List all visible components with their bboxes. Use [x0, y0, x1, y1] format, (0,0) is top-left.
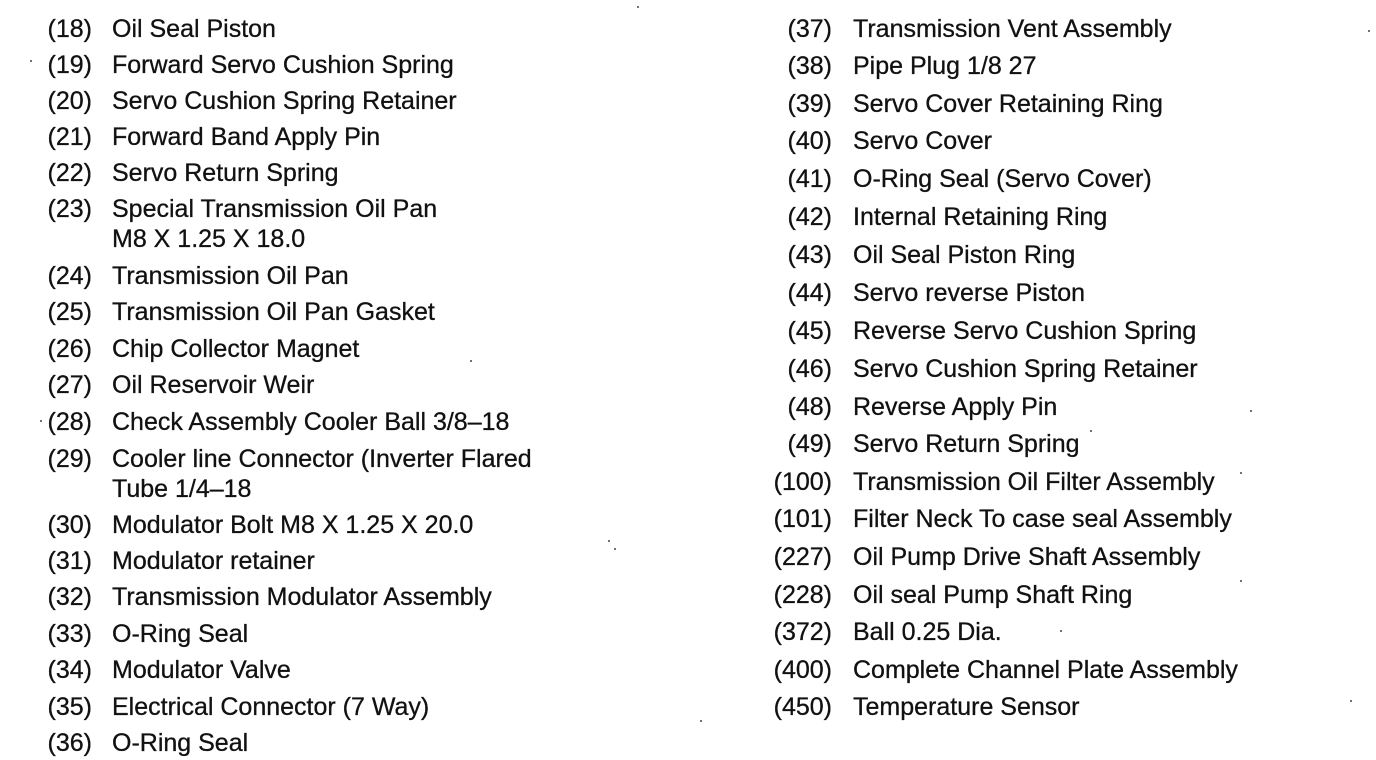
part-description-line: Temperature Sensor: [853, 693, 1080, 721]
part-description: [853, 692, 1080, 722]
part-description: [853, 202, 1107, 232]
part-number: (100): [773, 468, 832, 496]
part-description-line: Servo Return Spring: [112, 159, 339, 187]
scan-speck: [637, 6, 639, 8]
part-description-line: Transmission Oil Filter Assembly: [853, 468, 1215, 496]
part-description-line: Transmission Modulator Assembly: [112, 583, 492, 611]
part-number: (400): [773, 656, 832, 684]
part-number: (21): [47, 123, 92, 151]
part-description-line: Servo Cover: [853, 127, 992, 155]
part-description-line: Reverse Servo Cushion Spring: [853, 317, 1197, 345]
part-number: (25): [47, 298, 92, 326]
part-number: (34): [47, 656, 92, 684]
part-description: [112, 444, 532, 504]
part-description-line: Servo Cushion Spring Retainer: [853, 355, 1198, 383]
part-description-line: Servo Return Spring: [853, 430, 1080, 458]
part-description-line: Oil Pump Drive Shaft Assembly: [853, 543, 1201, 571]
part-description: [853, 617, 1002, 647]
part-description-line: Transmission Oil Pan: [112, 262, 349, 290]
part-description-line: Cooler line Connector (Inverter Flared: [112, 445, 532, 473]
part-number: (33): [47, 620, 92, 648]
part-description-line: Oil Seal Piston Ring: [853, 241, 1076, 269]
part-description: [853, 467, 1215, 497]
part-description-line: O-Ring Seal (Servo Cover): [853, 165, 1152, 193]
part-number: (38): [787, 52, 832, 80]
part-description: [112, 122, 380, 152]
part-description: [853, 126, 992, 156]
part-description: [112, 14, 276, 44]
part-description: [112, 728, 248, 758]
part-description: [112, 86, 457, 116]
part-number: (26): [47, 335, 92, 363]
part-description-line: Chip Collector Magnet: [112, 335, 360, 363]
part-description-line: Modulator Bolt M8 X 1.25 X 20.0: [112, 511, 474, 539]
part-description: [112, 50, 454, 80]
part-number: (29): [47, 445, 92, 473]
part-description: [112, 297, 435, 327]
part-description: [112, 194, 437, 254]
scan-speck: [1240, 472, 1242, 474]
part-description: [853, 278, 1085, 308]
part-number: (18): [47, 15, 92, 43]
part-description: [112, 407, 509, 437]
part-description-line: Forward Band Apply Pin: [112, 123, 381, 151]
part-number: (101): [773, 505, 832, 533]
part-number: (44): [787, 279, 832, 307]
part-description: [112, 510, 473, 540]
part-description: [853, 240, 1075, 270]
part-description-line: O-Ring Seal: [112, 729, 249, 757]
part-description: [853, 89, 1163, 119]
part-description-line: O-Ring Seal: [112, 620, 249, 648]
part-description-line: Internal Retaining Ring: [853, 203, 1108, 231]
part-description: [112, 619, 248, 649]
part-description: [112, 546, 315, 576]
part-number: (43): [787, 241, 832, 269]
part-description: [853, 542, 1200, 572]
part-description: [853, 429, 1080, 459]
part-description: [853, 655, 1238, 685]
scan-speck: [1240, 580, 1242, 582]
part-description: [112, 582, 492, 612]
part-number: (19): [47, 51, 92, 79]
part-description-line: Pipe Plug 1/8 27: [853, 52, 1037, 80]
part-description-line: Transmission Vent Assembly: [853, 15, 1172, 43]
part-number: (48): [787, 393, 832, 421]
part-description: [853, 504, 1232, 534]
part-description: [853, 392, 1057, 422]
scan-speck: [1368, 30, 1370, 32]
part-number: (22): [47, 159, 92, 187]
part-number: (40): [787, 127, 832, 155]
part-number: (39): [787, 90, 832, 118]
part-number: (227): [773, 543, 832, 571]
part-number: (37): [787, 15, 832, 43]
scan-speck: [1060, 630, 1062, 632]
scan-speck: [1090, 430, 1092, 432]
part-number: (36): [47, 729, 92, 757]
part-description-line: Filter Neck To case seal Assembly: [853, 505, 1232, 533]
scan-speck: [40, 420, 42, 422]
part-number: (372): [773, 618, 832, 646]
part-description: [112, 334, 359, 364]
part-description-line: Oil seal Pump Shaft Ring: [853, 581, 1133, 609]
part-description-line: Modulator retainer: [112, 547, 315, 575]
part-number: (42): [787, 203, 832, 231]
part-description-line: Transmission Oil Pan Gasket: [112, 298, 435, 326]
part-description-line: Tube 1/4–18: [112, 475, 252, 503]
scan-speck: [1250, 410, 1252, 412]
scan-speck: [470, 360, 472, 362]
part-number: (27): [47, 371, 92, 399]
part-number: (45): [787, 317, 832, 345]
part-number: (32): [47, 583, 92, 611]
part-description: [853, 580, 1132, 610]
part-description: [112, 370, 314, 400]
part-description-line: Check Assembly Cooler Ball 3/8–18: [112, 408, 510, 436]
part-number: (49): [787, 430, 832, 458]
part-number: (20): [47, 87, 92, 115]
part-description-line: Reverse Apply Pin: [853, 393, 1058, 421]
part-description-line: Forward Servo Cushion Spring: [112, 51, 454, 79]
part-number: (450): [773, 693, 832, 721]
part-description-line: Servo reverse Piston: [853, 279, 1086, 307]
part-description-line: Ball 0.25 Dia.: [853, 618, 1002, 646]
part-description-line: M8 X 1.25 X 18.0: [112, 225, 306, 253]
part-description-line: Complete Channel Plate Assembly: [853, 656, 1238, 684]
scan-speck: [608, 540, 610, 542]
scan-speck: [30, 60, 32, 62]
part-description-line: Servo Cushion Spring Retainer: [112, 87, 457, 115]
part-description-line: Servo Cover Retaining Ring: [853, 90, 1163, 118]
part-description: [112, 655, 291, 685]
part-number: (35): [47, 693, 92, 721]
part-description-line: Oil Reservoir Weir: [112, 371, 315, 399]
part-description: [853, 164, 1152, 194]
part-description-line: Electrical Connector (7 Way): [112, 693, 430, 721]
part-description: [112, 261, 349, 291]
part-description: [853, 14, 1172, 44]
part-description-line: Special Transmission Oil Pan: [112, 195, 438, 223]
scan-speck: [1350, 700, 1352, 702]
part-number: (46): [787, 355, 832, 383]
part-number: (24): [47, 262, 92, 290]
part-number: (41): [787, 165, 832, 193]
part-number: (28): [47, 408, 92, 436]
part-description-line: Modulator Valve: [112, 656, 291, 684]
scan-speck: [614, 548, 616, 550]
part-description: [853, 354, 1198, 384]
part-description: [853, 316, 1196, 346]
part-number: (228): [773, 581, 832, 609]
scan-speck: [700, 720, 702, 722]
part-number: (30): [47, 511, 92, 539]
part-description: [112, 158, 339, 188]
part-number: (31): [47, 547, 92, 575]
part-description: [853, 51, 1036, 81]
part-number: (23): [47, 195, 92, 223]
part-description-line: Oil Seal Piston: [112, 15, 276, 43]
part-description: [112, 692, 429, 722]
